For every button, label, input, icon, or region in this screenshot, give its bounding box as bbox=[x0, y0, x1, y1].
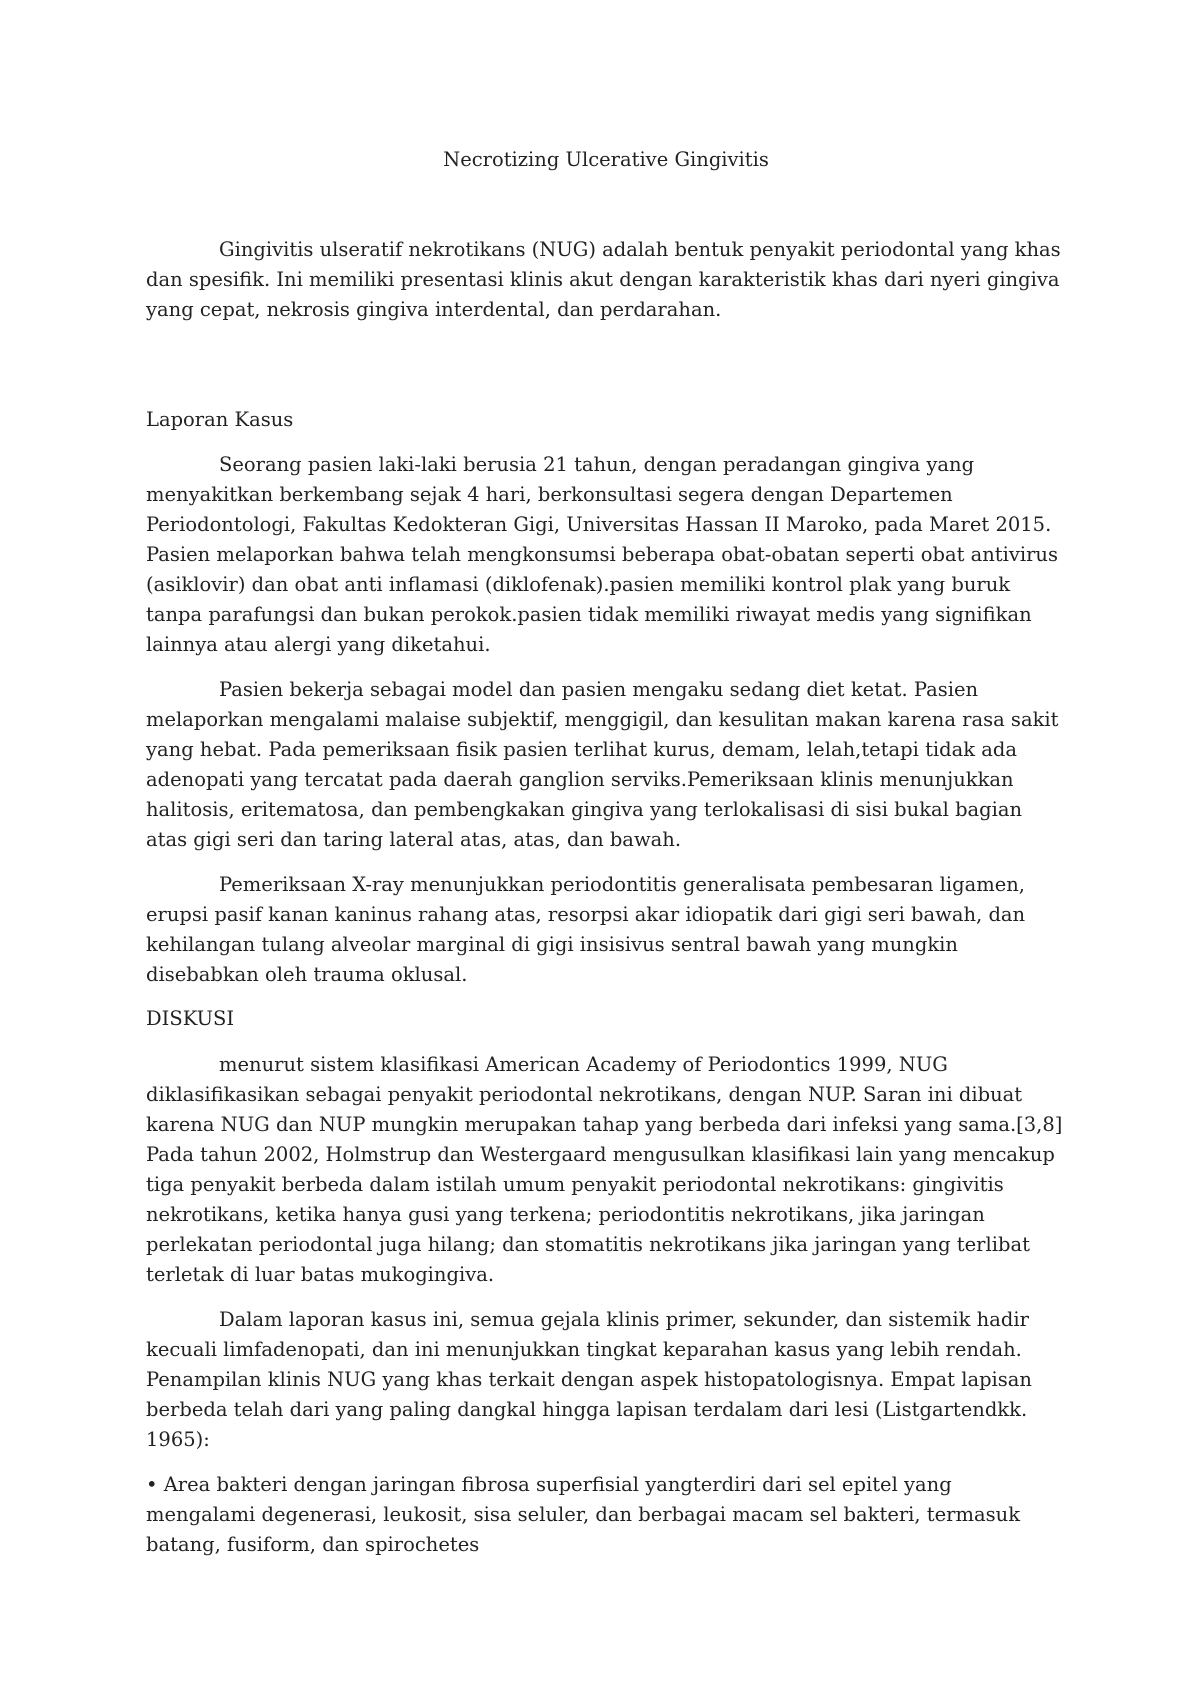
case-paragraph-2: Pasien bekerja sebagai model dan pasien mengaku sedang diet ketat. Pasien melaporkan mengalami malaise subjektif, menggigil, dan kesulitan makan karena rasa sakit yang hebat. Pada pemeriksaan fisik pasien terlihat kurus, demam, lelah,tetapi tidak ada adenopati yang tercatat pada daerah ganglion serviks.Pemeriksaan klinis menunjukkan halitosis, eritematosa, dan pembengkakan gingiva yang terlokalisasi di sisi bukal bagian atas gigi seri dan taring lateral atas, atas, dan bawah. bbox=[146, 678, 1059, 851]
discussion-paragraph-2: Dalam laporan kasus ini, semua gejala klinis primer, sekunder, dan sistemik hadir kecuali limfadenopati, dan ini menunjukkan tingkat keparahan kasus yang lebih rendah. Penampilan klinis NUG yang khas terkait dengan aspek histopatologisnya. Empat lapisan berbeda telah dari yang paling dangkal hingga lapisan terdalam dari lesi (Listgartendkk. 1965): bbox=[146, 1308, 1032, 1451]
intro-paragraph: Gingivitis ulseratif nekrotikans (NUG) adalah bentuk penyakit periodontal yang khas dan spesifik. Ini memiliki presentasi klinis akut dengan karakteristik khas dari nyeri gingiva yang cepat, nekrosis gingiva interdental, dan perdarahan. bbox=[146, 238, 1061, 321]
document-body bbox=[146, 145, 1066, 1560]
case-paragraph-1: Seorang pasien laki-laki berusia 21 tahun, dengan peradangan gingiva yang menyakitkan berkembang sejak 4 hari, berkonsultasi segera dengan Departemen Periodontologi, Fakultas Kedokteran Gigi, Universitas Hassan II Maroko, pada Maret 2015. Pasien melaporkan bahwa telah mengkonsumsi beberapa obat-obatan seperti obat antivirus (asiklovir) dan obat anti inflamasi (diklofenak).pasien memiliki kontrol plak yang buruk tanpa parafungsi dan bukan perokok.pasien tidak memiliki riwayat medis yang signifikan lainnya atau alergi yang diketahui. bbox=[146, 453, 1058, 656]
section-heading-laporan-kasus: Laporan Kasus bbox=[146, 408, 294, 431]
discussion-paragraph-1: menurut sistem klasifikasi American Academy of Periodontics 1999, NUG diklasifikasikan sebagai penyakit periodontal nekrotikans, dengan NUP. Saran ini dibuat karena NUG dan NUP mungkin merupakan tahap yang berbeda dari infeksi yang sama.[3,8] Pada tahun 2002, Holmstrup dan Westergaard mengusulkan klasifikasi lain yang mencakup tiga penyakit berbeda dalam istilah umum penyakit periodontal nekrotikans: gingivitis nekrotikans, ketika hanya gusi yang terkena; periodontitis nekrotikans, jika jaringan perlekatan periodontal juga hilang; dan stomatitis nekrotikans jika jaringan yang terlibat terletak di luar batas mukogingiva. bbox=[146, 1053, 1063, 1286]
bullet-item: • Area bakteri dengan jaringan fibrosa superfisial yangterdiri dari sel epitel yang mengalami degenerasi, leukosit, sisa seluler, dan berbagai macam sel bakteri, termasuk batang, fusiform, dan spirochetes bbox=[146, 1473, 1021, 1556]
case-paragraph-3: Pemeriksaan X-ray menunjukkan periodontitis generalisata pembesaran ligamen, erupsi pasif kanan kaninus rahang atas, resorpsi akar idiopatik dari gigi seri bawah, dan kehilangan tulang alveolar marginal di gigi insisivus sentral bawah yang mungkin disebabkan oleh trauma oklusal. bbox=[146, 873, 1026, 986]
document-title: Necrotizing Ulcerative Gingivitis bbox=[443, 148, 769, 171]
section-heading-diskusi: DISKUSI bbox=[146, 1007, 235, 1030]
